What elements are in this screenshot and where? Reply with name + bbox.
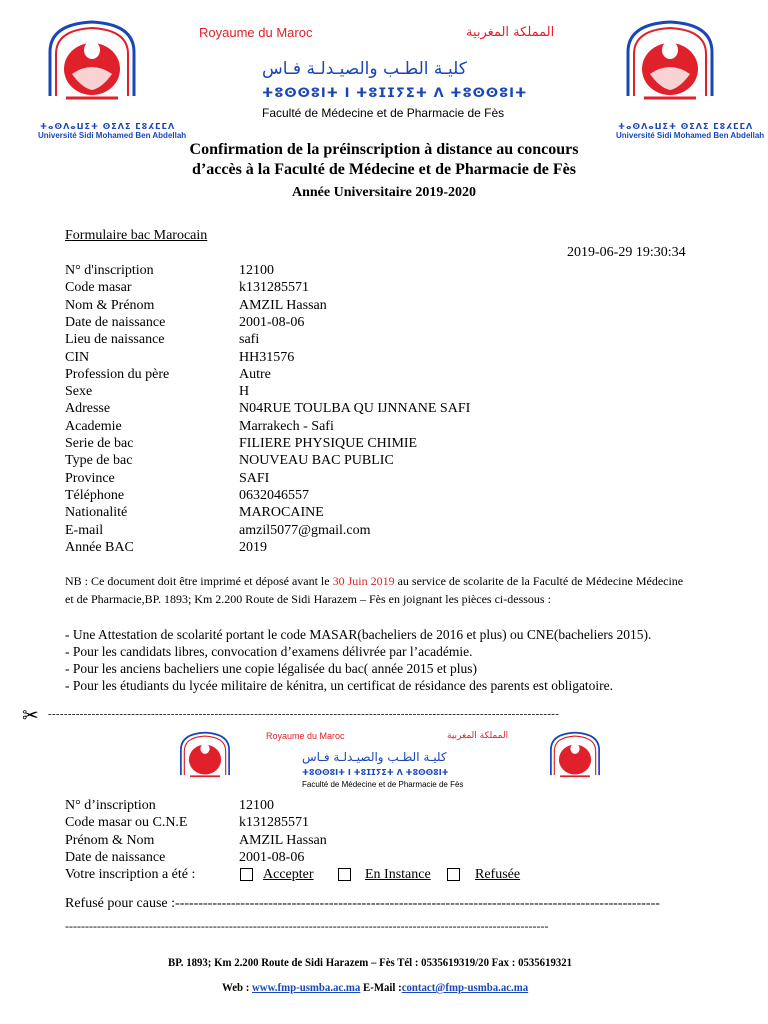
accepter-checkbox[interactable] [240,868,253,881]
coupon-field-label: Prénom & Nom [65,832,155,848]
field-value: H [239,384,250,400]
field-value: MAROCAINE [239,505,324,521]
field-label: Profession du père [65,366,170,382]
nb-text-2: au service de scolarite de la Faculté de Médecine Médecine [394,574,684,588]
field-label: Année BAC [65,539,134,555]
field-label: CIN [65,349,90,365]
field-value: amzil5077@gmail.com [239,522,371,538]
refuse-dashes: -------------------------------------------------------------------------------------------------------- [175,896,660,911]
requirement-1: - Une Attestation de scolarité portant le code MASAR(bacheliers de 2016 et plus) ou CNE(bacheliers 2015). [65,627,652,642]
field-value: HH31576 [239,349,295,365]
email-link[interactable]: contact@fmp-usmba.ac.ma [401,980,529,994]
field-label: Type de bac [65,453,133,469]
requirement-4: - Pour les étudiants du lycée militaire de kénitra, un certificat de résidance des parents est obligatoire. [65,678,614,693]
requirement-3: - Pour les anciens bacheliers une copie légalisée du bac( année 2015 et plus) [65,661,477,676]
faculty-name-fr: Faculté de Médecine et de Pharmacie de Fès [262,106,505,120]
coupon-field-value: 2001-08-06 [239,849,305,865]
title-line-1: Confirmation de la préinscription à distance au concours [189,141,579,158]
field-value: safi [239,332,260,348]
university-name-tifinagh-left: ⵜⴰⵙⴷⴰⵡⵉⵜ ⵙⵉⴷⵉ ⵎⵓⵃⵎⵎⴷ [40,122,176,131]
field-label: Lieu de naissance [65,332,165,348]
field-label: Adresse [65,401,111,417]
web-label: Web : [222,980,253,994]
cut-line: --------------------------------------------------------------------------------------------------------------------------------- [48,708,560,720]
field-label: Sexe [65,384,93,400]
coupon-field-value: k131285571 [239,815,309,831]
dash-line-2: ------------------------------------------------------------------------------------------------------------------------- [65,919,549,933]
accepter-label: Accepter [263,867,314,882]
field-value: N04RUE TOULBA QU IJNNANE SAFI [239,401,471,417]
field-label: N° d'inscription [65,263,154,278]
faculty-name-tifinagh: ⵜⵓⵙⵙⵓⵏⵜ ⵏ ⵜⵓⵊⵊⵢⵉⵜ ⴷ ⵜⵓⵙⵙⵓⵏⵜ [262,86,528,101]
field-value: 0632046557 [239,487,309,503]
field-label: Date de naissance [65,314,166,330]
field-value: 2019 [239,539,267,555]
refuse-label: Refusé pour cause : [65,896,176,911]
footer-address: BP. 1893; Km 2.200 Route de Sidi Harazem – Fès Tél : 0535619319/20 Fax : 0535619321 [168,955,573,969]
nb-text: NB : Ce document doit être imprimé et déposé avant le [65,574,333,588]
coupon-field-label: N° d’inscription [65,798,156,813]
field-label: Nom & Prénom [65,297,155,313]
coupon-field-value: 12100 [239,798,274,813]
footer-contact [222,980,528,995]
field-label: E-mail [65,522,104,538]
web-link[interactable]: www.fmp-usmba.ac.ma [252,980,361,994]
coupon-royaume-ar: المملكة المغربية [447,731,509,741]
coupon-royaume-fr: Royaume du Maroc [266,731,345,741]
en-instance-checkbox[interactable] [338,868,351,881]
coupon-field-label: Date de naissance [65,849,166,865]
university-name-right: Université Sidi Mohamed Ben Abdellah [616,131,765,140]
field-value: AMZIL Hassan [239,297,327,313]
field-value: FILIERE PHYSIQUE CHIMIE [239,436,418,451]
field-label: Téléphone [65,487,125,503]
university-name-left: Université Sidi Mohamed Ben Abdellah [38,131,187,140]
faculty-name-ar: كليـة الطـب والصيـدلـة فـاس [262,59,467,79]
field-value: 2001-08-06 [239,314,305,330]
refusee-label: Refusée [475,867,521,882]
coupon-emblem-right [538,728,612,790]
title-line-3: Année Universitaire 2019-2020 [291,185,477,200]
field-value: Marrakech - Safi [239,418,334,434]
refuse-row [65,895,685,912]
coupon-field-label: Code masar ou C.N.E [65,815,188,831]
nb-text-3: et de Pharmacie,BP. 1893; Km 2.200 Route de Sidi Harazem – Fès en joignant les pièces ci-dessous : [65,592,551,606]
field-label: Code masar [65,280,132,296]
nb-notice [65,572,765,608]
field-value: k131285571 [239,280,309,296]
coupon-faculty-tifinagh: ⵜⵓⵙⵙⵓⵏⵜ ⵏ ⵜⵓⵊⵊⵢⵉⵜ ⴷ ⵜⵓⵙⵙⵓⵏⵜ [302,768,449,777]
royaume-fr: Royaume du Maroc [199,25,313,40]
submission-datetime: 2019-06-29 19:30:34 [567,245,686,260]
coupon-faculty-fr: Faculté de Médecine et de Pharmacie de Fès [302,780,464,789]
scissors-icon: ✂ [22,703,39,727]
university-name-tifinagh-right: ⵜⴰⵙⴷⴰⵡⵉⵜ ⵙⵉⴷⵉ ⵎⵓⵃⵎⵎⴷ [618,122,754,131]
field-label: Serie de bac [65,436,134,451]
field-label: Province [65,470,115,486]
field-label: Academie [65,418,122,434]
university-emblem-right [614,14,726,122]
nb-deadline: 30 Juin 2019 [332,574,395,588]
field-value: SAFI [239,470,270,486]
field-value: 12100 [239,263,274,278]
field-value: Autre [239,366,271,382]
coupon-emblem-left [168,728,242,790]
field-value: NOUVEAU BAC PUBLIC [239,453,394,469]
form-type: Formulaire bac Marocain [65,228,208,243]
coupon-faculty-ar: كليـة الطـب والصيـدلـة فـاس [302,750,447,764]
en-instance-label: En Instance [365,867,431,882]
field-label: Nationalité [65,505,128,521]
coupon-field-value: AMZIL Hassan [239,832,327,848]
status-label: Votre inscription a été : [65,867,196,882]
title-line-2: d’accès à la Faculté de Médecine et de Pharmacie de Fès [192,161,576,178]
refusee-checkbox[interactable] [447,868,460,881]
email-label: E-Mail : [360,980,402,994]
requirement-2: - Pour les candidats libres, convocation d’examens délivrée par l’académie. [65,644,473,659]
university-emblem-left [36,14,148,122]
royaume-ar: المملكة المغربية [466,25,555,40]
